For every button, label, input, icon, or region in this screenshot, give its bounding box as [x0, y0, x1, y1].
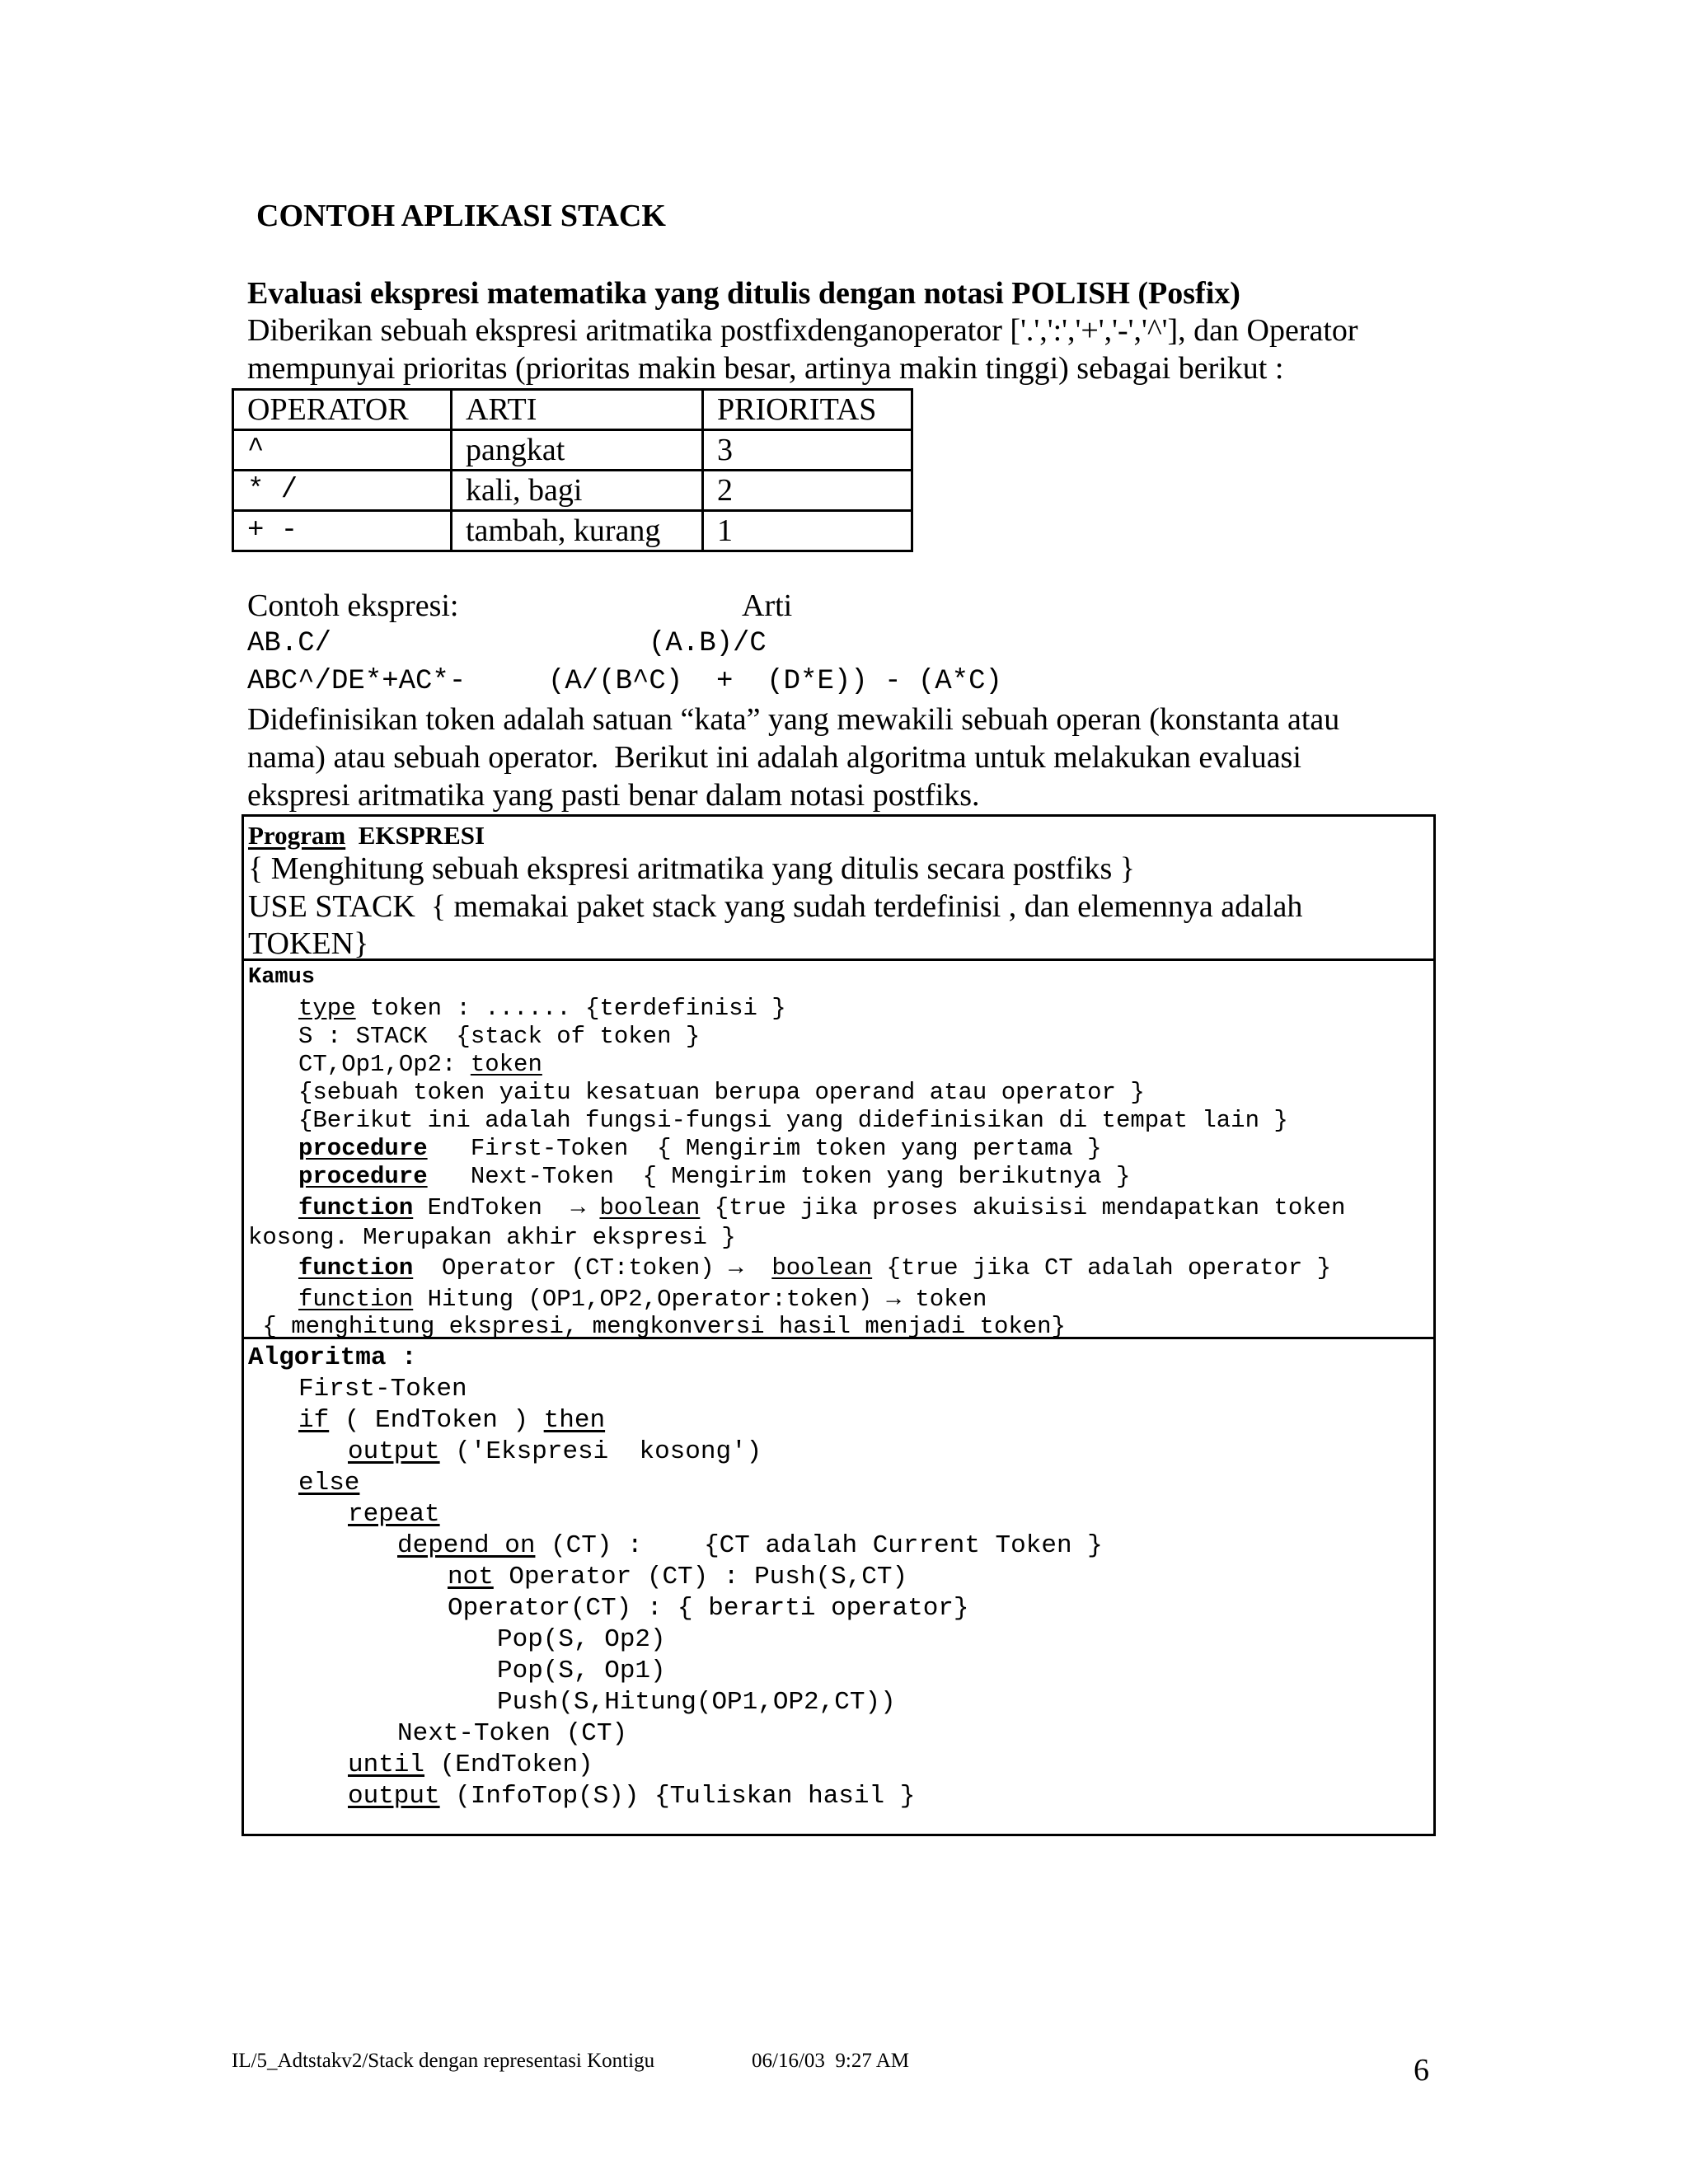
kamus-heading: Kamus: [248, 965, 316, 990]
boolean-type: boolean: [599, 1194, 701, 1221]
if-condition: ( EndToken ): [329, 1406, 544, 1435]
function-rest: {true jika proses akuisisi mendapatkan token: [700, 1194, 1346, 1221]
table-cell: pangkat: [452, 430, 703, 471]
algo-line-repeat: [348, 1500, 440, 1529]
algoritma-heading: Algoritma :: [248, 1343, 417, 1372]
algo-line-first-token: First-Token: [298, 1375, 467, 1404]
example-1-expression: AB.C/: [247, 628, 332, 659]
kamus-function-hitung-cont: { menghitung ekspresi, mengkonversi hasil menjadi token}: [248, 1313, 1066, 1340]
procedure-keyword: procedure: [298, 1135, 428, 1162]
until-rest: (EndToken): [424, 1750, 593, 1779]
algo-line-if: [298, 1406, 605, 1435]
output-rest: (InfoTop(S)) {Tuliskan hasil }: [439, 1782, 916, 1811]
program-name: EKSPRESI: [358, 821, 485, 850]
kamus-comment-1: {sebuah token yaitu kesatuan berupa operand atau operator }: [298, 1079, 1145, 1106]
kamus-function-operator: [298, 1254, 1331, 1282]
table-header-row: [233, 390, 912, 430]
intro-line-2: mempunyai prioritas (prioritas makin besar, artinya makin tinggi) sebagai berikut :: [247, 351, 1284, 386]
kamus-function-endtoken-cont: kosong. Merupakan akhir ekspresi }: [248, 1224, 736, 1251]
until-keyword: until: [348, 1750, 425, 1779]
function-rest: Hitung (OP1,OP2,Operator:token) → token: [413, 1286, 987, 1313]
if-keyword: if: [298, 1406, 330, 1435]
examples-label: Contoh ekspresi:: [247, 588, 459, 623]
function-keyword: function: [298, 1254, 414, 1282]
definition-line-1: Didefinisikan token adalah satuan “kata” yang mewakili sebuah operan (konstanta atau: [247, 702, 1340, 737]
algo-line-pop-op1: Pop(S, Op1): [497, 1657, 666, 1685]
depend-on-keyword: depend on: [397, 1531, 536, 1560]
output-keyword: output: [348, 1782, 440, 1811]
kamus-ct-line: [298, 1051, 542, 1078]
program-header: [248, 821, 485, 851]
kamus-divider: [241, 958, 1436, 961]
function-rest: {true jika CT adalah operator }: [872, 1254, 1332, 1282]
kamus-function-hitung: [298, 1286, 987, 1313]
function-keyword: function: [298, 1286, 414, 1313]
definition-line-3: ekspresi aritmatika yang pasti benar dalam notasi postfiks.: [247, 778, 980, 813]
page-title: CONTOH APLIKASI STACK: [256, 199, 666, 233]
table-cell: 3: [703, 430, 912, 471]
footer-document-path: IL/5_Adtstakv2/Stack dengan representasi Kontigu: [232, 2050, 655, 2072]
kamus-procedure-first-token: [298, 1135, 1102, 1162]
example-2-meaning: (A/(B^C) + (D*E)) - (A*C): [548, 666, 1002, 697]
example-2-expression: ABC^/DE*+AC*-: [247, 666, 467, 697]
footer-date: 06/16/03 9:27 AM: [752, 2050, 909, 2072]
table-row: [233, 430, 912, 471]
else-keyword: else: [298, 1469, 360, 1497]
intro-line-1: Diberikan sebuah ekspresi aritmatika postfixdenganoperator ['.',':','+','-','^'], dan Operator: [247, 313, 1358, 348]
use-stack-line-2: TOKEN}: [248, 926, 369, 961]
algo-line-pop-op2: Pop(S, Op2): [497, 1625, 666, 1654]
function-mid: EndToken →: [413, 1194, 600, 1221]
table-cell: ^: [233, 430, 452, 471]
function-keyword: function: [298, 1194, 414, 1221]
table-header-cell: OPERATOR: [233, 390, 452, 430]
type-keyword: type: [298, 995, 356, 1022]
algo-line-not-operator: [448, 1563, 907, 1591]
procedure-rest: Next-Token { Mengirim token yang berikutnya }: [427, 1163, 1131, 1190]
kamus-procedure-next-token: [298, 1163, 1130, 1190]
algo-line-operator-case: Operator(CT) : { berarti operator}: [448, 1594, 969, 1623]
algo-line-output-empty: [348, 1437, 762, 1466]
kamus-function-endtoken: [298, 1194, 1345, 1221]
example-1-meaning: (A.B)/C: [649, 628, 767, 659]
operator-priority-table: [232, 388, 913, 552]
table-cell: tambah, kurang: [452, 511, 703, 551]
output-keyword: output: [348, 1437, 440, 1466]
procedure-keyword: procedure: [298, 1163, 428, 1190]
token-type: token: [470, 1051, 542, 1078]
algo-line-output-result: [348, 1782, 915, 1811]
table-header-cell: ARTI: [452, 390, 703, 430]
algo-line-depend-on: [397, 1531, 1103, 1560]
examples-arti-label: Arti: [742, 588, 793, 623]
table-row: [233, 511, 912, 551]
ct-vars: CT,Op1,Op2:: [298, 1051, 471, 1078]
algo-line-push-hitung: Push(S,Hitung(OP1,OP2,CT)): [497, 1688, 896, 1717]
table-cell: 1: [703, 511, 912, 551]
kamus-type-line: [298, 995, 786, 1022]
table-row: [233, 471, 912, 511]
depend-on-rest: (CT) : {CT adalah Current Token }: [535, 1531, 1103, 1560]
kamus-comment-2: {Berikut ini adalah fungsi-fungsi yang didefinisikan di tempat lain }: [298, 1107, 1288, 1134]
table-cell: + -: [233, 511, 452, 551]
then-keyword: then: [543, 1406, 606, 1435]
type-line-rest: token : ...... {terdefinisi }: [355, 995, 786, 1022]
algo-line-else: [298, 1469, 359, 1497]
algo-line-next-token: Next-Token (CT): [397, 1719, 628, 1748]
not-operator-rest: Operator (CT) : Push(S,CT): [493, 1563, 908, 1591]
boolean-type: boolean: [771, 1254, 873, 1282]
page-number: 6: [1414, 2053, 1429, 2088]
section-heading: Evaluasi ekspresi matematika yang ditulis dengan notasi POLISH (Posfix): [247, 276, 1240, 311]
table-cell: kali, bagi: [452, 471, 703, 511]
table-cell: * /: [233, 471, 452, 511]
table-header-cell: PRIORITAS: [703, 390, 912, 430]
kamus-stack-line: S : STACK {stack of token }: [298, 1023, 701, 1050]
table-cell: 2: [703, 471, 912, 511]
procedure-rest: First-Token { Mengirim token yang pertama }: [427, 1135, 1102, 1162]
algo-line-until: [348, 1750, 593, 1779]
output-rest: ('Ekspresi kosong'): [439, 1437, 762, 1466]
not-keyword: not: [448, 1563, 494, 1591]
definition-line-2: nama) atau sebuah operator. Berikut ini adalah algoritma untuk melakukan evaluasi: [247, 740, 1301, 775]
program-keyword: Program: [248, 821, 346, 850]
use-stack-line-1: USE STACK { memakai paket stack yang sudah terdefinisi , dan elemennya adalah: [248, 889, 1303, 924]
program-comment: { Menghitung sebuah ekspresi aritmatika yang ditulis secara postfiks }: [248, 851, 1135, 886]
function-mid: Operator (CT:token) →: [413, 1254, 772, 1282]
repeat-keyword: repeat: [348, 1500, 440, 1529]
